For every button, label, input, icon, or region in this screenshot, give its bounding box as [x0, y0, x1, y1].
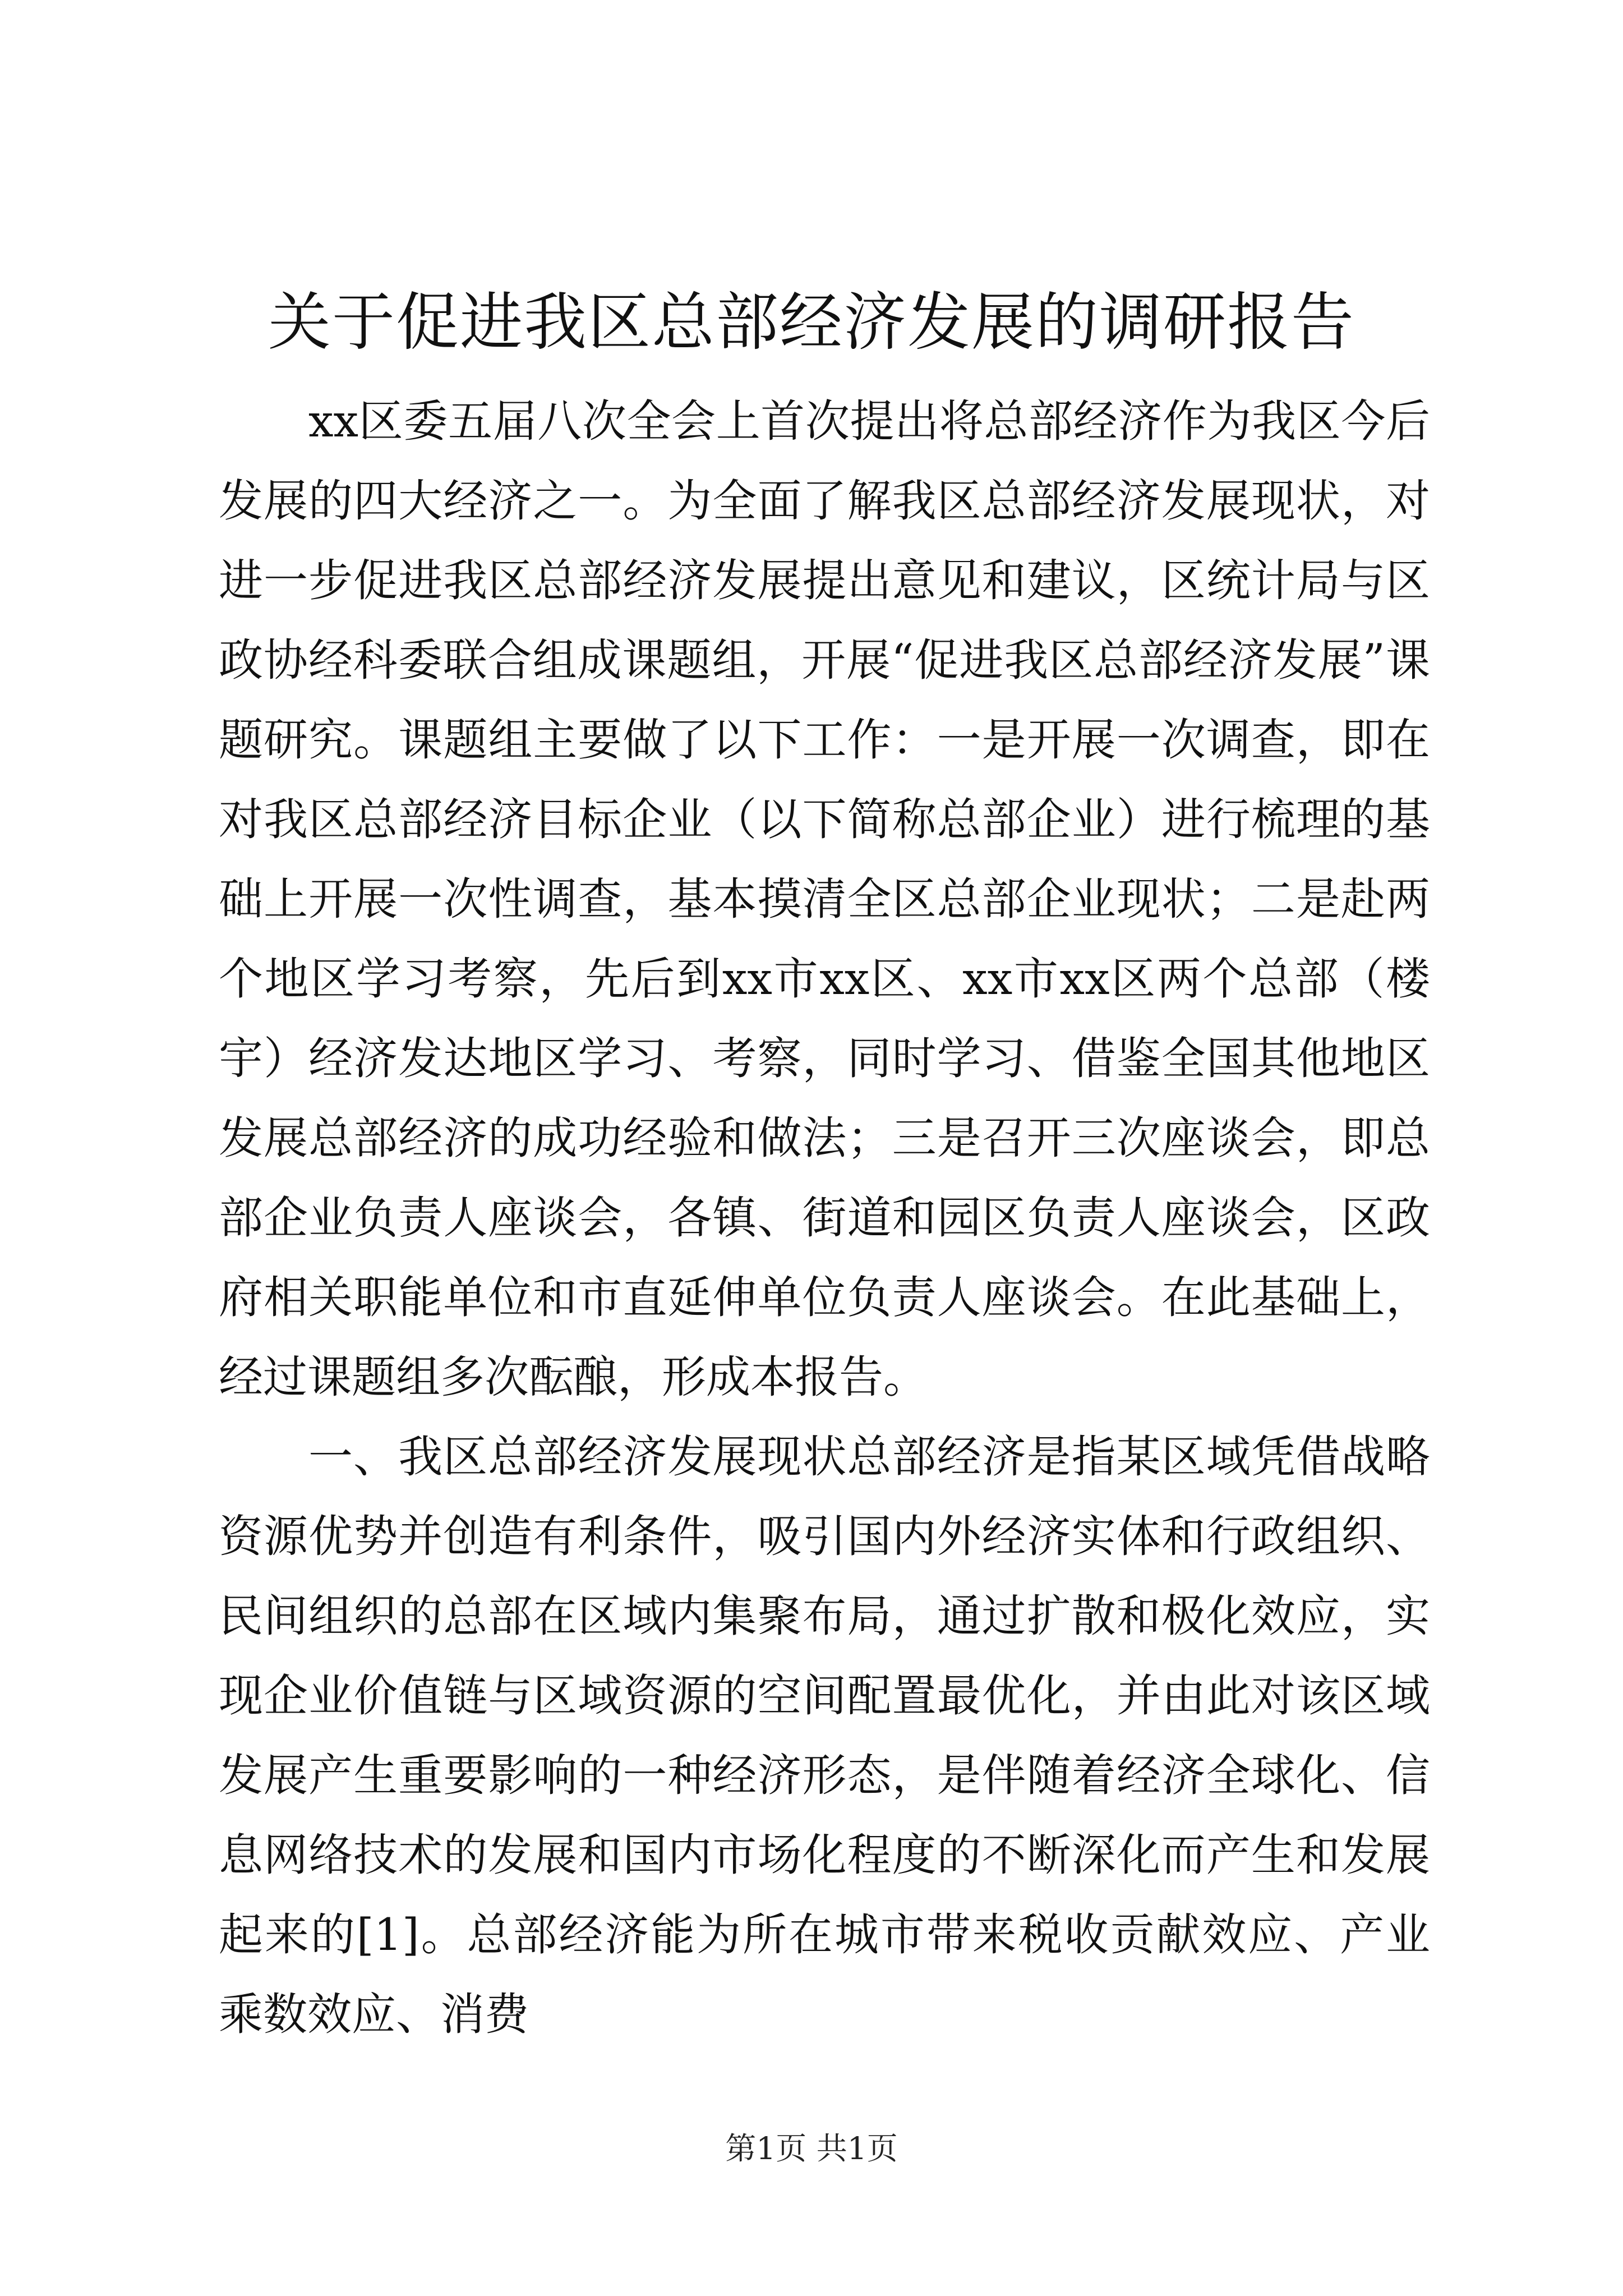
document-body	[219, 381, 1430, 2054]
page-number-footer: 第1页 共1页	[725, 2131, 898, 2166]
document-title: 关于促进我区总部经济发展的调研报告	[268, 286, 1355, 359]
paragraph-intro: xx区委五届八次全会上首次提出将总部经济作为我区今后发展的四大经济之一。为全面了解我区总部经济发展现状，对进一步促进我区总部经济发展提出意见和建议，区统计局与区政协经科委联合组成课题组，开展“促进我区总部经济发展”课题研究。课题组主要做了以下工作：一是开展一次调查，即在对我区总部经济目标企业（以下简称总部企业）进行梳理的基础上开展一次性调查，基本摸清全区总部企业现状；二是赴两个地区学习考察，先后到xx市xx区、xx市xx区两个总部（楼宇）经济发达地区学习、考察，同时学习、借鉴全国其他地区发展总部经济的成功经验和做法；三是召开三次座谈会，即总部企业负责人座谈会，各镇、街道和园区负责人座谈会，区政府相关职能单位和市直延伸单位负责人座谈会。在此基础上，经过课题组多次酝酿，形成本报告。	[219, 395, 1430, 1403]
paragraph-section-one: 一、我区总部经济发展现状总部经济是指某区域凭借战略资源优势并创造有利条件，吸引国内外经济实体和行政组织、民间组织的总部在区域内集聚布局，通过扩散和极化效应，实现企业价值链与区域资源的空间配置最优化，并由此对该区域发展产生重要影响的一种经济形态，是伴随着经济全球化、信息网络技术的发展和国内市场化程度的不断深化而产生和发展起来的[1]。总部经济能为所在城市带来税收贡献效应、产业乘数效应、消费	[219, 1431, 1430, 2040]
